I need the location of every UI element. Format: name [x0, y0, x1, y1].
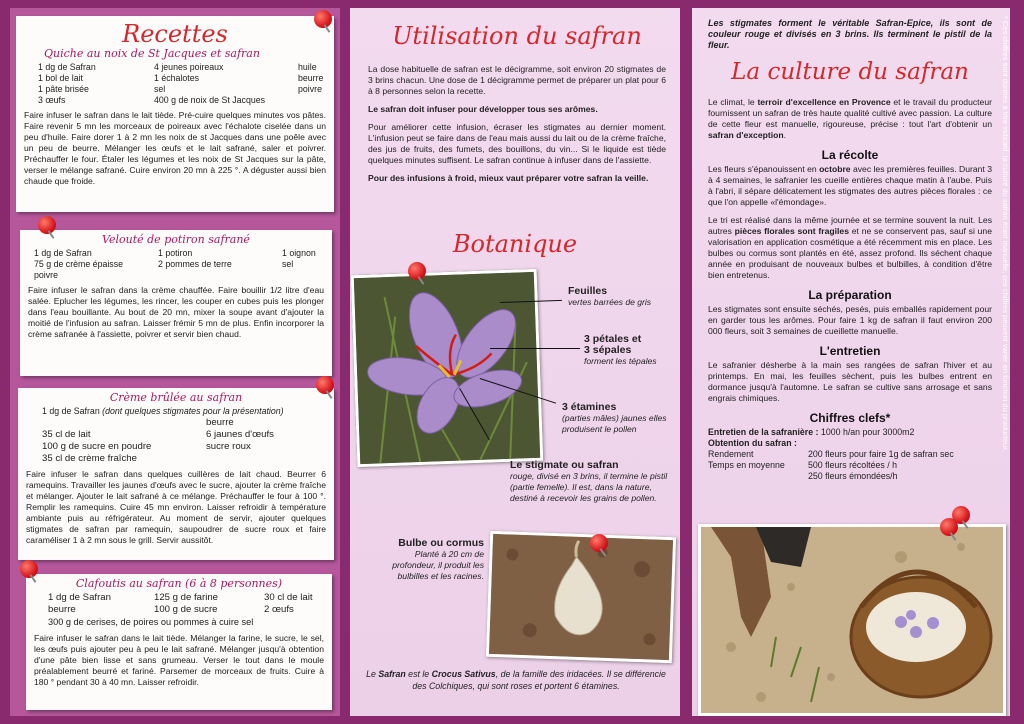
pushpin-icon	[316, 376, 334, 394]
label-desc: forment les tépales	[584, 356, 657, 366]
pushpin-icon	[20, 560, 38, 578]
text-bold: pièces florales sont fragiles	[734, 226, 849, 236]
ingredient: 35 cl de crème fraîche	[42, 453, 137, 464]
pushpin-icon	[590, 534, 608, 552]
text-bold: safran d'exception	[708, 130, 784, 140]
recettes-title: Recettes	[122, 20, 228, 48]
culture-paragraph	[708, 97, 992, 141]
preparation-heading: La préparation	[808, 288, 892, 302]
chiffres-entretien	[708, 427, 992, 438]
text: Le tri est réalisé dans la même journée et se termine souvent la nuit. Les autres	[708, 215, 992, 236]
harvest-photo	[698, 524, 1006, 716]
culture-section	[692, 8, 1010, 482]
pushpin-icon	[940, 518, 958, 536]
recolte-paragraph	[708, 215, 992, 281]
label-desc: (parties mâles) jaunes elles produisent le pollen	[562, 413, 667, 434]
utilisation-paragraph: Pour des infusions à froid, mieux vaut préparer votre safran la veille.	[368, 173, 649, 183]
ingredient	[42, 417, 200, 429]
table-key: Temps en moyenne	[708, 460, 785, 470]
recipe-text: Faire infuser le safran dans le lait tiède. Mélanger la farine, le sucre, le sel, les œufs puis ajouter peu à peu le lait safrané. Mélanger jusqu'à obtention d'une pâte bien lisse et sans grumeau. Verser le tout dans le moule préalablement beurré et fariné. Parsemer de morceaux de fruits. Cuire à 180 ° pendant 30 à 40 mn. Laisser refroidir.	[34, 633, 324, 687]
ingredient: poivre	[298, 84, 322, 94]
text: et ne se conservent pas, sauf si une valorisation en application cosmétique a été récemment mis en place. Les bulbes ou cormus sont plantés en été, assez profond. Ils séchent chaque année en produisant de nouveaux bulbes et bulbilles, à condition d'être bien entretenus.	[708, 226, 992, 280]
ingredient: beurre	[206, 417, 234, 428]
recipe-title: Clafoutis au safran (6 à 8 personnes)	[75, 577, 283, 590]
label-desc: vertes barrées de gris	[568, 297, 652, 307]
utilisation-paragraph: La dose habituelle de safran est le décigramme, soit environ 20 stigmates de 3 brins chacun. Une dose de 1 décigramme permet de préparer un plat pour 6 à 8 personnes selon la recette.	[368, 64, 666, 96]
ingredient: 1 dg de Safran	[42, 406, 100, 416]
ingredient: sucre roux	[206, 441, 251, 452]
utilisation-paragraph: Le safran doit infuser pour développer tous ses arômes.	[368, 104, 598, 114]
culture-panel	[692, 8, 1010, 716]
ingredient	[206, 453, 326, 465]
recipe-text: Faire infuser le safran dans la crème chauffée. Faire bouillir 1/2 litre d'eau salée. Eplucher les légumes, les rincer, les couper en cubes puis les plonger dans l'eau bouillante. Au bout de 20 mn, mixer la soupe avant d'ajouter la moitié de l'infusion au safran. Laisser frémir 5 mn de plus. Enfin incorporer la crème safranée à l'assiette, poivrer et servir bien chaud.	[28, 285, 324, 339]
ingredients-list	[34, 592, 324, 616]
ingredient: 75 g de crème épaisse	[34, 259, 123, 269]
ingredients-list	[28, 248, 324, 281]
ingredient: sel	[282, 259, 294, 269]
text-bold: octobre	[819, 164, 851, 174]
ingredient: 35 cl de lait	[42, 429, 91, 440]
recipe-card-clafoutis	[26, 574, 332, 710]
ingredients-list	[24, 62, 326, 106]
recettes-panel	[10, 8, 340, 716]
harvest-basket-icon	[701, 527, 1003, 713]
footer-text: , de la famille des iridacées. Il se différencie des Colchiques, qui sont roses et portent 6 étamines.	[412, 669, 666, 691]
table-key	[708, 471, 808, 482]
text: Les fleurs s'épanouissent en	[708, 164, 820, 174]
recolte-paragraph	[708, 164, 992, 208]
ingredient: 100 g de sucre en poudre	[42, 441, 152, 452]
footer-bold: Crocus Sativus	[431, 669, 496, 679]
ingredient	[158, 270, 276, 281]
chiffres-heading: Chiffres clefs*	[809, 411, 891, 425]
ingredient: 1 potiron	[158, 248, 193, 258]
entretien-paragraph: Le safranier désherbe à la main ses rangées de safran l'hiver et au printemps. En mai, les feuilles sèchent, puis les bulbes entrent en dormance jusqu'à l'automne. Le safran se cultive sans arrosage et sans engrais chimiques.	[708, 360, 992, 403]
ingredient: beurre	[298, 73, 324, 83]
text: 1000 h/an pour 3000m2	[818, 427, 915, 437]
ingredient	[282, 270, 332, 281]
pushpin-icon	[314, 10, 332, 28]
bulb-photo	[486, 531, 676, 663]
recipe-text: Faire infuser le safran dans le lait tiède. Pré-cuire quelques minutes vos pâtes. Faire revenir 5 mn les morceaux de poireaux avec l'échalote ciselée dans un peu d'huile. Faire dorer 1 à 2 mn les noix de st Jacques dans une poêle avec un peu de beurre. Mélanger les œufs et le lait safrané, saler et poivrer. Préchauffer le four. Étaler les légumes et les noix de St Jacques sur la pâte, verser le mélange safrané. Cuire environ 20 mn à 225 °. A déguster aussi bien chaude que froide.	[24, 110, 326, 186]
label-title: Bulbe ou cormus	[398, 537, 484, 549]
ingredient	[298, 95, 340, 106]
culture-intro: Les stigmates forment le véritable Safran-Epice, ils sont de couleur rouge et divisés en 3 brins. Ils terminent le pistil de la fleur.	[708, 18, 992, 50]
ingredient: 1 oignon	[282, 248, 316, 258]
ingredient: 300 g de cerises, de poires ou pommes à cuire sel	[48, 617, 254, 627]
ingredient: 400 g de noix de St Jacques	[154, 95, 266, 105]
chiffres-table	[708, 449, 992, 482]
ingredient: 1 échalotes	[154, 73, 199, 83]
table-value: 500 fleurs récoltées / h	[808, 460, 897, 470]
label-desc: rouge, divisé en 3 brins, il termine le pistil (partie femelle). Il est, dans la nature, destiné à recevoir les grains de pollen.	[510, 471, 668, 503]
text: et le travail du producteur fournissent un safran de très haute qualité cultivé avec passion. La culture de cette fleur est manuelle, rigoureuse, précise : tout l'art d'obtenir un	[708, 97, 992, 129]
label-title: 3 étamines	[562, 401, 617, 413]
footer-text: Le	[366, 669, 379, 679]
ingredient: 1 bol de lait	[38, 73, 83, 83]
ingredient: poivre	[34, 270, 58, 280]
label-title: Le stigmate ou safran	[510, 459, 619, 471]
label-title: 3 sépales	[584, 344, 632, 356]
side-note: * Ces chiffres sont donnés à titre indicatif, la culture du safran étant manuelle, ces chiffres peuvent varier en fonction du producteur.	[1001, 16, 1010, 452]
text: Le climat, le	[708, 97, 758, 107]
ingredient: 2 œufs	[264, 604, 294, 615]
footer-bold: Safran	[378, 669, 406, 679]
ingredient: 1 dg de Safran	[34, 248, 92, 258]
recipe-title: Velouté de potiron safrané	[102, 233, 250, 246]
ingredient: 3 œufs	[38, 95, 66, 105]
ingredient: 125 g de farine	[154, 592, 219, 603]
pushpin-icon	[408, 262, 426, 280]
utilisation-paragraph: Pour améliorer cette infusion, écraser les stigmates au dernier moment. L'infusion peut se faire dans de l'eau mais aussi du lait ou de la crème fraîche, des jus de fruits, des fumets, des bouillons, du vin... Si le liquide est tiède quelques minutes suffisent. Le safran continue à infuser dans de l'assiette.	[368, 122, 666, 165]
ingredient: huile	[298, 62, 317, 72]
recipe-card-quiche	[16, 16, 334, 212]
pushpin-icon	[38, 216, 56, 234]
label-etamines	[562, 402, 672, 435]
label-title: 3 pétales et	[584, 333, 642, 345]
botanique-title: Botanique	[452, 230, 578, 258]
ingredient: beurre	[48, 604, 76, 615]
crocus-photo	[351, 269, 544, 467]
recolte-heading: La récolte	[821, 148, 879, 162]
ingredient: 4 jeunes poireaux	[154, 62, 224, 72]
ingredients-list	[26, 417, 326, 465]
ingredient-note: (dont quelques stigmates pour la présentation)	[102, 406, 284, 416]
footer-text: est le	[405, 669, 432, 679]
recipe-title: Crème brûlée au safran	[109, 391, 243, 404]
label-feuilles	[568, 286, 678, 308]
utilisation-title: Utilisation du safran	[392, 22, 642, 50]
ingredient: 100 g de sucre	[154, 604, 218, 615]
utilisation-panel	[350, 8, 680, 716]
culture-title: La culture du safran	[731, 59, 969, 85]
ingredient: 1 dg de Safran	[38, 62, 96, 72]
ingredient: 1 dg de Safran	[48, 592, 111, 603]
ingredient: 2 pommes de terre	[158, 259, 232, 269]
recipe-text: Faire infuser le safran dans quelques cuillères de lait chaud. Beurrer 6 ramequins. Travailler les jaunes d'œufs avec le sucre, ajouter la crème fraîche et mélanger. Ajouter le lait safrané à ce mélange. Préchauffer le four à 100 °. Remplir les ramequins. Cuire 45 mn environ. Laisser refroidir à température ambiante puis au réfrigérateur. Au moment de servir, ajouter quelques stigmates de safran par ramequin, saupoudrer de sucre roux et faire caraméliser 1 à 2 mn sous le grill. Servir aussitôt.	[26, 469, 326, 545]
ingredient: 1 pâte brisée	[38, 84, 89, 94]
text-bold: terroir d'excellence en Provence	[757, 97, 891, 107]
label-bulbe	[374, 538, 484, 582]
recipe-title: Quiche au noix de St Jacques et safran	[44, 47, 260, 60]
table-value: 200 fleurs pour faire 1g de safran sec	[808, 449, 954, 459]
recipe-card-creme-brulee	[18, 388, 334, 560]
chiffres-obtention: Obtention du safran :	[708, 438, 797, 448]
utilisation-section	[350, 8, 680, 184]
text: avec les premières feuilles. Durant 3 à 4 semaines, le safranier les cueille entières chaque matin à l'aube. Puis à l'abri, il sépare délicatement les stigmates des autres pièces florales : ce que l'on appelle «l'émondage».	[708, 164, 992, 207]
label-petales	[584, 334, 680, 367]
preparation-paragraph: Les stigmates sont ensuite séchés, pesés, puis emballés rapidement pour en garder tous les arômes. Pour faire 1 kg de safran il faut environ 200 000 fleurs, soit 3 semaines de cueillette manuelle.	[708, 304, 992, 336]
text-bold: Entretien de la safranière :	[708, 427, 819, 437]
ingredient: 30 cl de lait	[264, 592, 313, 603]
table-key: Rendement	[708, 449, 754, 459]
text: .	[783, 130, 786, 140]
label-stigmate	[510, 460, 674, 504]
table-value: 250 fleurs émondées/h	[808, 471, 898, 481]
botanique-footer	[366, 668, 666, 692]
ingredient: sel	[154, 84, 166, 94]
pointer-line	[490, 348, 580, 349]
label-title: Feuilles	[568, 285, 608, 297]
entretien-heading: L'entretien	[819, 344, 881, 358]
bulb-icon	[489, 534, 673, 660]
ingredient-first	[26, 406, 326, 417]
label-desc: Planté à 20 cm de profondeur, il produit les bulbilles et les racines.	[392, 549, 484, 581]
ingredient: 6 jaunes d'œufs	[206, 429, 274, 440]
recipe-card-veloute	[20, 230, 332, 376]
